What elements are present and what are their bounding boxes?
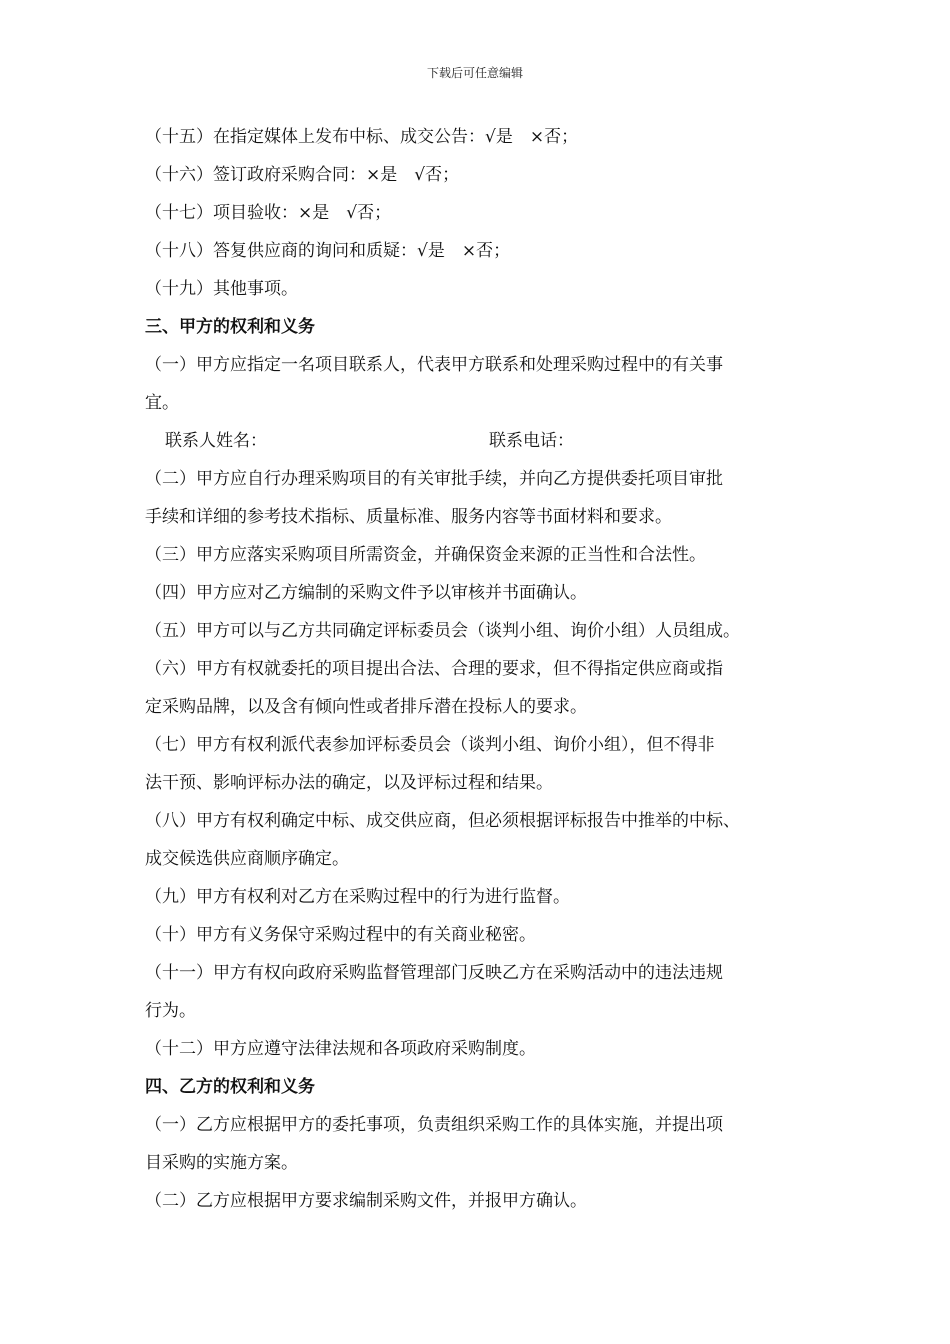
paragraph-line: （二）甲方应自行办理采购项目的有关审批手续，并向乙方提供委托项目审批 [145, 469, 723, 489]
paragraph-line: 目采购的实施方案。 [145, 1153, 298, 1173]
contact-info-row [145, 422, 810, 460]
paragraph-line: 宜。 [145, 393, 179, 413]
paragraph-line: （六）甲方有权就委托的项目提出合法、合理的要求，但不得指定供应商或指 [145, 659, 723, 679]
paragraph-line: 法干预、影响评标办法的确定，以及评标过程和结果。 [145, 773, 553, 793]
paragraph-line: （十一）甲方有权向政府采购监督管理部门反映乙方在采购活动中的违法违规 [145, 963, 723, 983]
paragraph-line: （一）甲方应指定一名项目联系人，代表甲方联系和处理采购过程中的有关事 [145, 355, 723, 375]
clauses-part-1 [145, 118, 810, 422]
paragraph-line: 行为。 [145, 1001, 196, 1021]
paragraph-line: 手续和详细的参考技术指标、质量标准、服务内容等书面材料和要求。 [145, 507, 672, 527]
section-heading: 三、甲方的权利和义务 [145, 317, 315, 337]
contact-phone-label: 联系电话： [489, 431, 574, 451]
paragraph-line: （九）甲方有权利对乙方在采购过程中的行为进行监督。 [145, 887, 570, 907]
paragraph-line: （十五）在指定媒体上发布中标、成交公告：√是 ×否； [145, 127, 579, 147]
paragraph-line: （十七）项目验收：×是 √否； [145, 203, 392, 223]
paragraph-line: （十八）答复供应商的询问和质疑：√是 ×否； [145, 241, 511, 261]
paragraph-line: （七）甲方有权利派代表参加评标委员会（谈判小组、询价小组），但不得非 [145, 735, 715, 755]
paragraph-line: （四）甲方应对乙方编制的采购文件予以审核并书面确认。 [145, 583, 587, 603]
paragraph-line: （十二）甲方应遵守法律法规和各项政府采购制度。 [145, 1039, 536, 1059]
paragraph-line: （十六）签订政府采购合同：×是 √否； [145, 165, 460, 185]
page-header: 下载后可任意编辑 [426, 66, 523, 80]
paragraph-line: （三）甲方应落实采购项目所需资金，并确保资金来源的正当性和合法性。 [145, 545, 706, 565]
contact-name-label: 联系人姓名： [165, 431, 267, 451]
document-body [145, 118, 810, 1220]
paragraph-line: （十九）其他事项。 [145, 279, 298, 299]
section-heading: 四、乙方的权利和义务 [145, 1077, 315, 1097]
paragraph-line: 成交候选供应商顺序确定。 [145, 849, 349, 869]
paragraph-line: 定采购品牌，以及含有倾向性或者排斥潜在投标人的要求。 [145, 697, 587, 717]
paragraph-line: （五）甲方可以与乙方共同确定评标委员会（谈判小组、询价小组）人员组成。 [145, 621, 740, 641]
clauses-part-2 [145, 460, 810, 1220]
paragraph-line: （二）乙方应根据甲方要求编制采购文件，并报甲方确认。 [145, 1191, 587, 1211]
paragraph-line: （一）乙方应根据甲方的委托事项，负责组织采购工作的具体实施，并提出项 [145, 1115, 723, 1135]
paragraph-line: （十）甲方有义务保守采购过程中的有关商业秘密。 [145, 925, 536, 945]
paragraph-line: （八）甲方有权利确定中标、成交供应商，但必须根据评标报告中推举的中标、 [145, 811, 740, 831]
